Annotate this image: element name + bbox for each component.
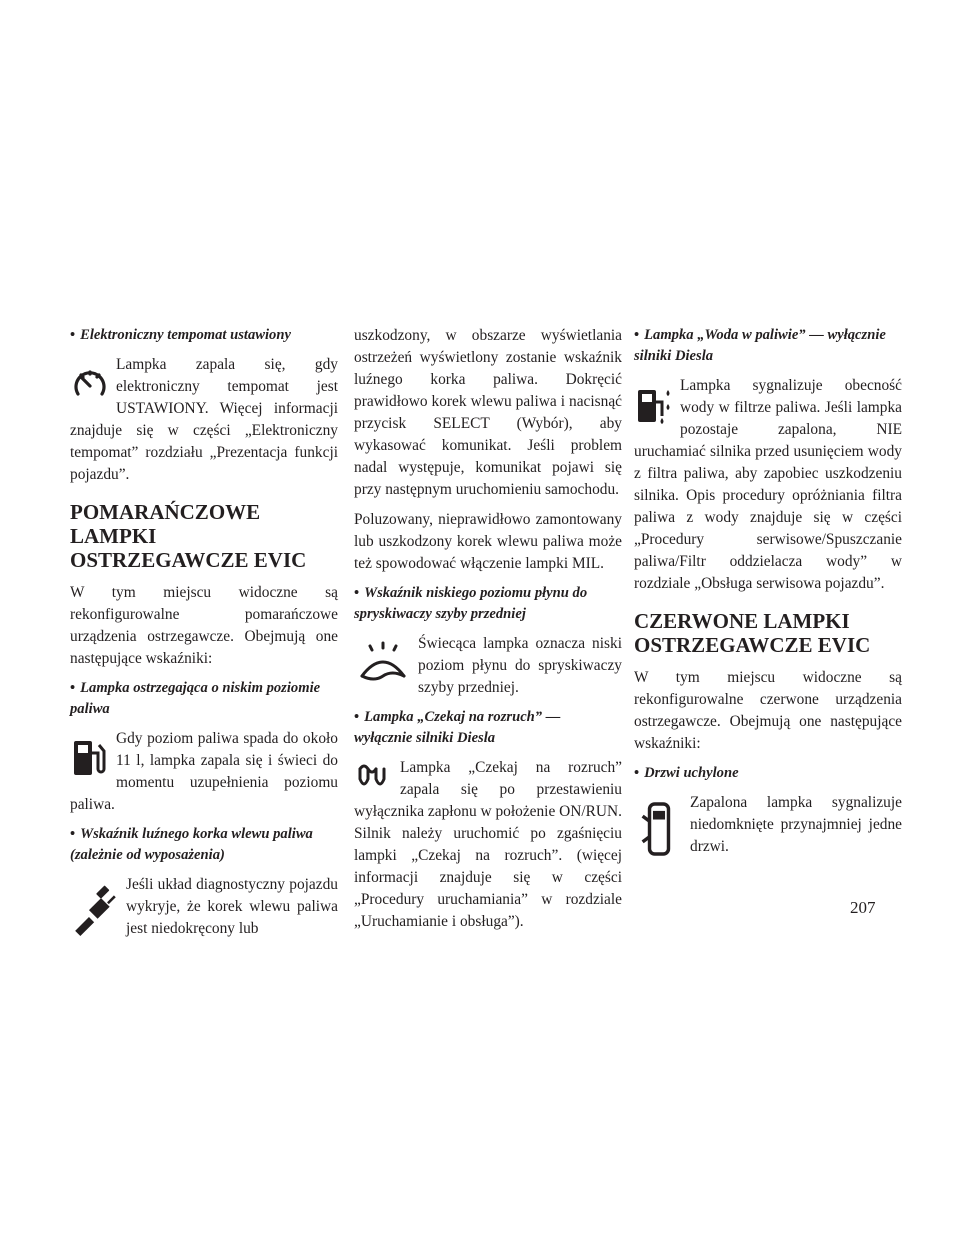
water-title: • Lampka „Woda w paliwie” — wyłącznie silniki Diesla	[634, 327, 886, 364]
amber-heading: POMARAŃCZOWE LAMPKI OSTRZEGAWCZE EVIC	[70, 500, 307, 572]
red-intro: W tym miejscu widoczne są rekonfigurowalne czerwone urządzenia ostrzegawcze. Obejmują one następujące wskaźniki:	[634, 669, 902, 752]
mil-paragraph: Poluzowany, nieprawidłowo zamontowany lub uszkodzony korek wlewu paliwa może też spowodować włączenie lampki MIL.	[354, 511, 622, 572]
cruise-control-icon	[70, 358, 110, 410]
wait-start-entry	[354, 757, 622, 933]
water-entry	[634, 375, 902, 595]
loose-cap-entry	[70, 874, 338, 940]
door-text: Zapalona lampka sygnalizuje niedomknięte przynajmniej jedne drzwi.	[690, 794, 902, 855]
glow-plug-icon	[354, 761, 394, 791]
cruise-entry	[70, 354, 338, 486]
washer-title: • Wskaźnik niskiego poziomu płynu do spryskiwaczy szyby przedniej	[354, 585, 588, 622]
red-heading: CZERWONE LAMPKI OSTRZEGAWCZE EVIC	[634, 609, 871, 657]
low-fuel-text: Gdy poziom paliwa spada do około 11 l, lampka zapala się i świeci do momentu uzupełnienia poziomu paliwa.	[70, 730, 338, 813]
washer-text: Świecąca lampka oznacza niski poziom płynu do spryskiwaczy szyby przedniej.	[418, 635, 622, 696]
door-entry	[634, 792, 902, 858]
door-ajar-icon	[634, 796, 684, 862]
cruise-text: Lampka zapala się, gdy elektroniczny tempomat jest USTAWIONY. Więcej informacji znajduje się w części „Elektroniczny tempomat” rozdziału „Prezentacja funkcji pojazdu”.	[70, 356, 338, 483]
loose-cap-continued: uszkodzony, w obszarze wyświetlania ostrzeżeń wyświetlony zostanie wskaźnik luźnego korka paliwa. Dokręcić prawidłowo korek wlewu paliwa i nacisnąć przycisk SELECT (Wybór), aby wykasować komunikat. Jeśli problem nadal występuje, komunikat pojawi się przy następnym uruchomieniu samochodu.	[354, 327, 622, 498]
column-right	[634, 325, 902, 862]
cruise-title: • Elektroniczny tempomat ustawiony	[70, 327, 291, 343]
fuel-pump-icon	[70, 732, 110, 784]
door-title: • Drzwi uchylone	[634, 765, 739, 781]
low-fuel-entry	[70, 728, 338, 816]
loose-cap-title: • Wskaźnik luźnego korka wlewu paliwa (zależnie od wyposażenia)	[70, 826, 313, 863]
column-middle	[354, 325, 622, 933]
wait-start-title: • Lampka „Czekaj na rozruch” — wyłącznie silniki Diesla	[354, 709, 561, 746]
amber-intro: W tym miejscu widoczne są rekonfigurowalne pomarańczowe urządzenia ostrzegawcze. Obejmują one następujące wskaźniki:	[70, 584, 338, 667]
low-fuel-title: • Lampka ostrzegająca o niskim poziomie paliwa	[70, 680, 321, 717]
washer-entry	[354, 633, 622, 699]
loose-cap-text: Jeśli układ diagnostyczny pojazdu wykryje, że korek wlewu paliwa jest niedokręcony lub	[126, 876, 338, 937]
wait-start-text: Lampka „Czekaj na rozruch” zapala się po przestawieniu wyłącznika zapłonu w położenie ON/RUN. Silnik należy uruchomić po zgaśnięciu lampki „Czekaj na rozruch”. (więcej informacji znajduje się w części „Procedury uruchamiania” w rozdziale „Uruchamianie i obsługa”).	[354, 759, 622, 930]
water-in-fuel-icon	[634, 379, 674, 431]
column-left	[70, 325, 338, 944]
water-text: Lampka sygnalizuje obecność wody w filtrze paliwa. Jeśli lampka pozostaje zapalona, NIE uruchamiać silnika przed usunięciem wody z filtra paliwa, aby zapobiec uszkodzeniu silnika. Opis procedury opróżniania filtra paliwa z wody znajduje się w części „Procedury serwisowe/Spuszczanie paliwa/Filtr oddzielacza wody” w rozdziale „Obsługa serwisowa pojazdu”.	[634, 377, 902, 592]
washer-fluid-icon	[354, 637, 412, 689]
loose-fuel-cap-icon	[70, 878, 120, 944]
page-number: 207	[850, 898, 876, 917]
